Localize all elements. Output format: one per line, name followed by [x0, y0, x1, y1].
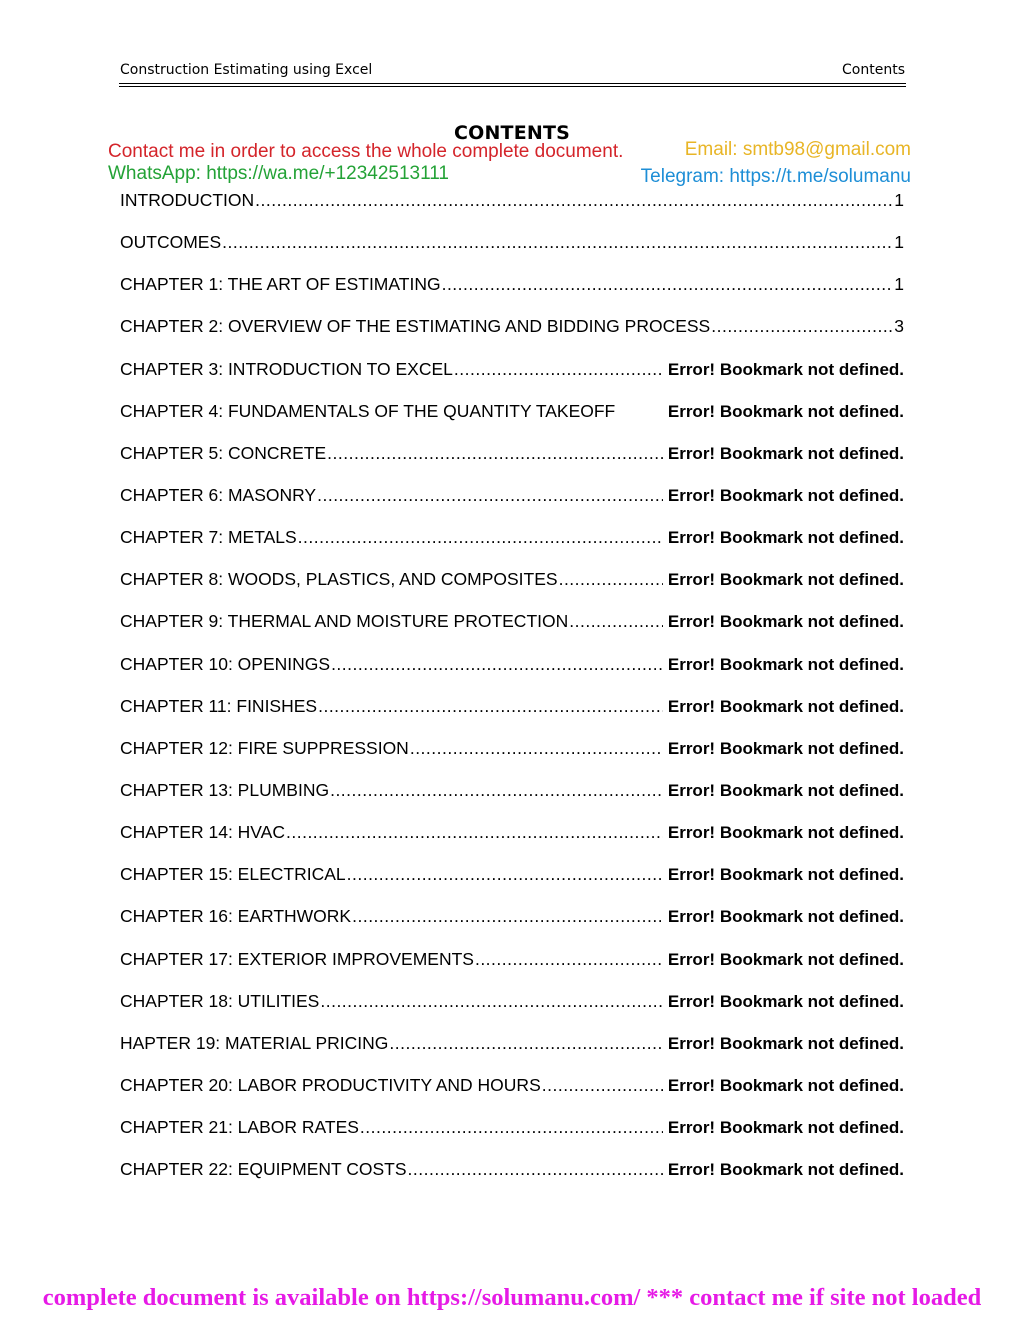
toc-entry[interactable] [120, 359, 904, 401]
toc-dot-leader [222, 232, 893, 252]
toc-entry-label: CHAPTER 15: ELECTRICAL [120, 864, 346, 885]
footer-notice-link[interactable]: complete document is available on https://solumanu.com/ *** contact me if site not loaded [42, 1284, 982, 1311]
toc-entry[interactable] [120, 401, 904, 443]
toc-entry-label: CHAPTER 13: PLUMBING [120, 779, 330, 800]
contact-message: Contact me in order to access the whole complete document. [108, 141, 624, 162]
toc-entry-page: Error! Bookmark not defined. [667, 865, 904, 885]
toc-dot-leader [569, 611, 663, 631]
toc-entry-label: CHAPTER 9: THERMAL AND MOISTURE PROTECTION [120, 611, 569, 632]
toc-entry[interactable] [120, 443, 904, 485]
toc-entry-label: CHAPTER 4: FUNDAMENTALS OF THE QUANTITY TAKEOFF [120, 400, 616, 421]
toc-entry-label: CHAPTER 12: FIRE SUPPRESSION [120, 737, 409, 758]
toc-entry[interactable] [120, 654, 904, 696]
toc-entry-label: OUTCOMES [120, 232, 222, 253]
toc-entry[interactable] [120, 696, 904, 738]
toc-dot-leader [360, 1117, 663, 1137]
toc-entry[interactable] [120, 1159, 904, 1201]
toc-entry[interactable] [120, 1033, 904, 1075]
toc-dot-leader [331, 654, 663, 674]
toc-entry-page: Error! Bookmark not defined. [667, 443, 904, 463]
toc-dot-leader [352, 906, 663, 926]
toc-entry-page: Error! Bookmark not defined. [667, 612, 904, 632]
toc-dot-leader [475, 949, 663, 969]
page-title: CONTENTS [453, 122, 571, 144]
toc-entry[interactable] [120, 274, 904, 316]
toc-dot-leader [317, 485, 663, 505]
toc-dot-leader [454, 359, 663, 379]
toc-dot-leader [410, 738, 663, 758]
toc-entry-page: Error! Bookmark not defined. [667, 1033, 904, 1053]
toc-dot-leader [389, 1033, 662, 1053]
toc-entry-page: Error! Bookmark not defined. [667, 949, 904, 969]
toc-entry-page: Error! Bookmark not defined. [667, 823, 904, 843]
toc-entry-page: Error! Bookmark not defined. [667, 1075, 904, 1095]
toc-entry-page: Error! Bookmark not defined. [667, 570, 904, 590]
toc-entry-page: 1 [894, 274, 904, 295]
toc-entry-page: Error! Bookmark not defined. [667, 1118, 904, 1138]
toc-entry-label: CHAPTER 8: WOODS, PLASTICS, AND COMPOSITES [120, 569, 558, 590]
toc-entry[interactable] [120, 822, 904, 864]
toc-entry-page: Error! Bookmark not defined. [667, 780, 904, 800]
toc-entry-page: Error! Bookmark not defined. [667, 1160, 904, 1180]
header-document-title: Construction Estimating using Excel [120, 62, 373, 78]
toc-entry-label: CHAPTER 7: METALS [120, 527, 297, 548]
toc-entry-page: Error! Bookmark not defined. [667, 696, 904, 716]
toc-entry-label: CHAPTER 21: LABOR RATES [120, 1117, 359, 1138]
toc-entry-page: Error! Bookmark not defined. [667, 654, 904, 674]
contact-whatsapp-link[interactable]: WhatsApp: https://wa.me/+12342513111 [108, 163, 449, 184]
toc-entry-label: CHAPTER 18: UTILITIES [120, 990, 320, 1011]
toc-entry[interactable] [120, 906, 904, 948]
toc-entry-label: INTRODUCTION [120, 190, 255, 210]
toc-entry[interactable] [120, 864, 904, 906]
toc-dot-leader [298, 527, 663, 547]
toc-entry[interactable] [120, 611, 904, 653]
toc-dot-leader [559, 569, 663, 589]
toc-entry[interactable] [120, 485, 904, 527]
toc-entry-label: CHAPTER 11: FINISHES [120, 695, 318, 716]
contact-email-link[interactable]: Email: smtb98@gmail.com [684, 139, 911, 160]
toc-entry-label: CHAPTER 14: HVAC [120, 822, 285, 843]
toc-entry-label: HAPTER 19: MATERIAL PRICING [120, 1032, 389, 1053]
toc-dot-leader [327, 443, 663, 463]
toc-entry[interactable] [120, 949, 904, 991]
toc-entry[interactable] [120, 232, 904, 274]
toc-entry-label: CHAPTER 16: EARTHWORK [120, 906, 352, 927]
toc-entry-page: Error! Bookmark not defined. [667, 528, 904, 548]
toc-entry-label: CHAPTER 2: OVERVIEW OF THE ESTIMATING AND BIDDING PROCESS [120, 316, 711, 337]
contact-telegram-link[interactable]: Telegram: https://t.me/solumanu [640, 166, 911, 187]
toc-dot-leader [286, 822, 663, 842]
toc-entry-page: Error! Bookmark not defined. [667, 738, 904, 758]
toc-entry[interactable] [120, 738, 904, 780]
toc-entry[interactable] [120, 1117, 904, 1159]
toc-entry-page: Error! Bookmark not defined. [667, 359, 904, 379]
toc-entry-page: 3 [894, 316, 904, 337]
toc-entry[interactable] [120, 316, 904, 358]
toc-entry-label: CHAPTER 3: INTRODUCTION TO EXCEL [120, 358, 453, 379]
toc-entry[interactable] [120, 991, 904, 1033]
toc-dot-leader [320, 991, 663, 1011]
header-rule-bottom [119, 86, 906, 87]
header-rule-top [119, 83, 906, 84]
toc-entry[interactable] [120, 780, 904, 822]
toc-dot-leader [711, 316, 893, 336]
toc-entry-label: CHAPTER 5: CONCRETE [120, 442, 327, 463]
toc-entry-page: Error! Bookmark not defined. [667, 907, 904, 927]
toc-entry-page: Error! Bookmark not defined. [667, 401, 904, 421]
toc-entry-page: Error! Bookmark not defined. [667, 991, 904, 1011]
toc-entry-label: CHAPTER 6: MASONRY [120, 484, 317, 505]
toc-entry-page: Error! Bookmark not defined. [667, 485, 904, 505]
toc-dot-leader [255, 190, 893, 210]
toc-entry-label: CHAPTER 1: THE ART OF ESTIMATING [120, 274, 441, 295]
toc-dot-leader [318, 696, 663, 716]
toc-entry-page: 1 [894, 232, 904, 253]
toc-entry-page: 1 [894, 190, 904, 210]
toc-dot-leader [408, 1159, 663, 1179]
toc-entry-label: CHAPTER 17: EXTERIOR IMPROVEMENTS [120, 948, 474, 969]
toc-entry[interactable] [120, 190, 904, 232]
table-of-contents [120, 190, 904, 1201]
toc-dot-leader [330, 780, 663, 800]
toc-entry[interactable] [120, 569, 904, 611]
toc-entry-label: CHAPTER 22: EQUIPMENT COSTS [120, 1159, 407, 1180]
toc-entry-label: CHAPTER 20: LABOR PRODUCTIVITY AND HOURS [120, 1074, 541, 1095]
header-section-name: Contents [842, 62, 905, 78]
toc-dot-leader [347, 864, 663, 884]
toc-entry-label: CHAPTER 10: OPENINGS [120, 653, 331, 674]
toc-entry[interactable] [120, 1075, 904, 1117]
toc-dot-leader [442, 274, 894, 294]
toc-entry[interactable] [120, 527, 904, 569]
toc-dot-leader [542, 1075, 663, 1095]
